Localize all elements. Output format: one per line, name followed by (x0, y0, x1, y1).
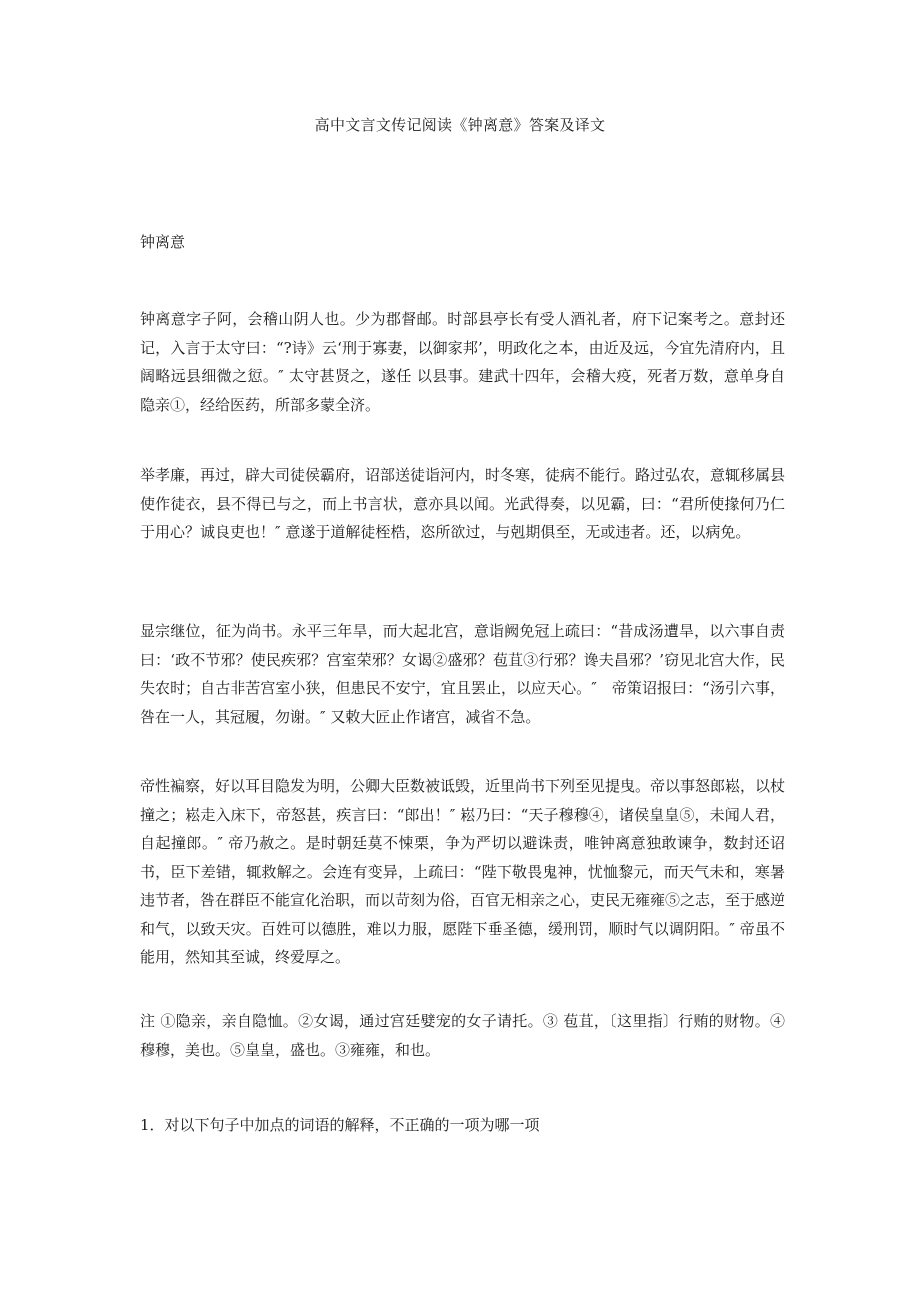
annotation-notes: 注 ①隐亲，亲自隐恤。②女谒，通过宫廷嬖宠的女子请托。③ 苞苴，〔这里指〕行贿的财物。④穆穆，美也。⑤皇皇，盛也。③雍雍，和也。 (140, 1012, 785, 1059)
paragraph-3: 显宗继位，征为尚书。永平三年旱，而大起北宫，意诣阙免冠上疏曰：“昔成汤遭旱，以六事自责曰：‘政不节邪？使民疾邪？宫室荣邪？女谒②盛邪？苞苴③行邪？谗夫昌邪？’窃见北宫大作，民失农时；自古非苦宫室小狭，但患民不安宁，宜且罢止，以应天心。″ 帝策诏报曰：“汤引六事，咎在一人，其冠履，勿谢。″ 又敕大匠止作诸宫，减省不急。 (140, 622, 785, 726)
paragraph-1: 钟离意字子阿，会稽山阴人也。少为郡督邮。时部县亭长有受人酒礼者，府下记案考之。意封还记，入言于太守曰：“?诗》云‘刑于寡妻，以御家邦’，明政化之本，由近及远，今宜先清府内，且阔略远县细微之愆。″ 太守甚贤之，遂任 以县事。建武十四年，会稽大疫，死者万数，意单身自隐亲①，经给医药，所部多蒙全济。 (140, 310, 785, 414)
section-heading: 钟离意 (140, 233, 186, 251)
question-1: 1．对以下句子中加点的词语的解释，不正确的一项为哪一项 (140, 1116, 540, 1134)
document-title: 高中文言文传记阅读《钟离意》答案及译文 (314, 116, 606, 134)
paragraph-4: 帝性褊察，好以耳目隐发为明，公卿大臣数被诋毁，近里尚书下列至见提曳。帝以事怒郎崧，以杖撞之；崧走入床下，帝怒甚，疾言曰：“郎出！″ 崧乃曰：“天子穆穆④，诸侯皇皇⑤，未闻人君，自起撞郎。″ 帝乃赦之。是时朝廷莫不悚栗，争为严切以避诛责，唯钟离意独敢谏争，数封还诏书，臣下差错，辄救解之。会连有变异，上疏曰：“陛下敬畏鬼神，忧恤黎元，而天气未和，寒暑违节者，咎在群臣不能宣化治职，而以苛刻为俗，百官无相亲之心，吏民无雍雍⑤之志，至于感逆和气，以致天灾。百姓可以德胜，难以力服，愿陛下垂圣德，缓刑罚，顺时气以调阴阳。″ 帝虽不能用，然知其至诚，终爱厚之。 (140, 777, 786, 966)
paragraph-2: 举孝廉，再过，辟大司徒侯霸府，诏部送徒诣河内，时冬寒，徒病不能行。路过弘农，意辄移属县使作徒衣，县不得已与之，而上书言状，意亦具以闻。光武得奏，以见霸，曰：“君所使掾何乃仁于用心？诚良吏也！″ 意遂于道解徒桎梏，恣所欲过，与剋期俱至，无或违者。还，以病免。 (140, 466, 786, 541)
